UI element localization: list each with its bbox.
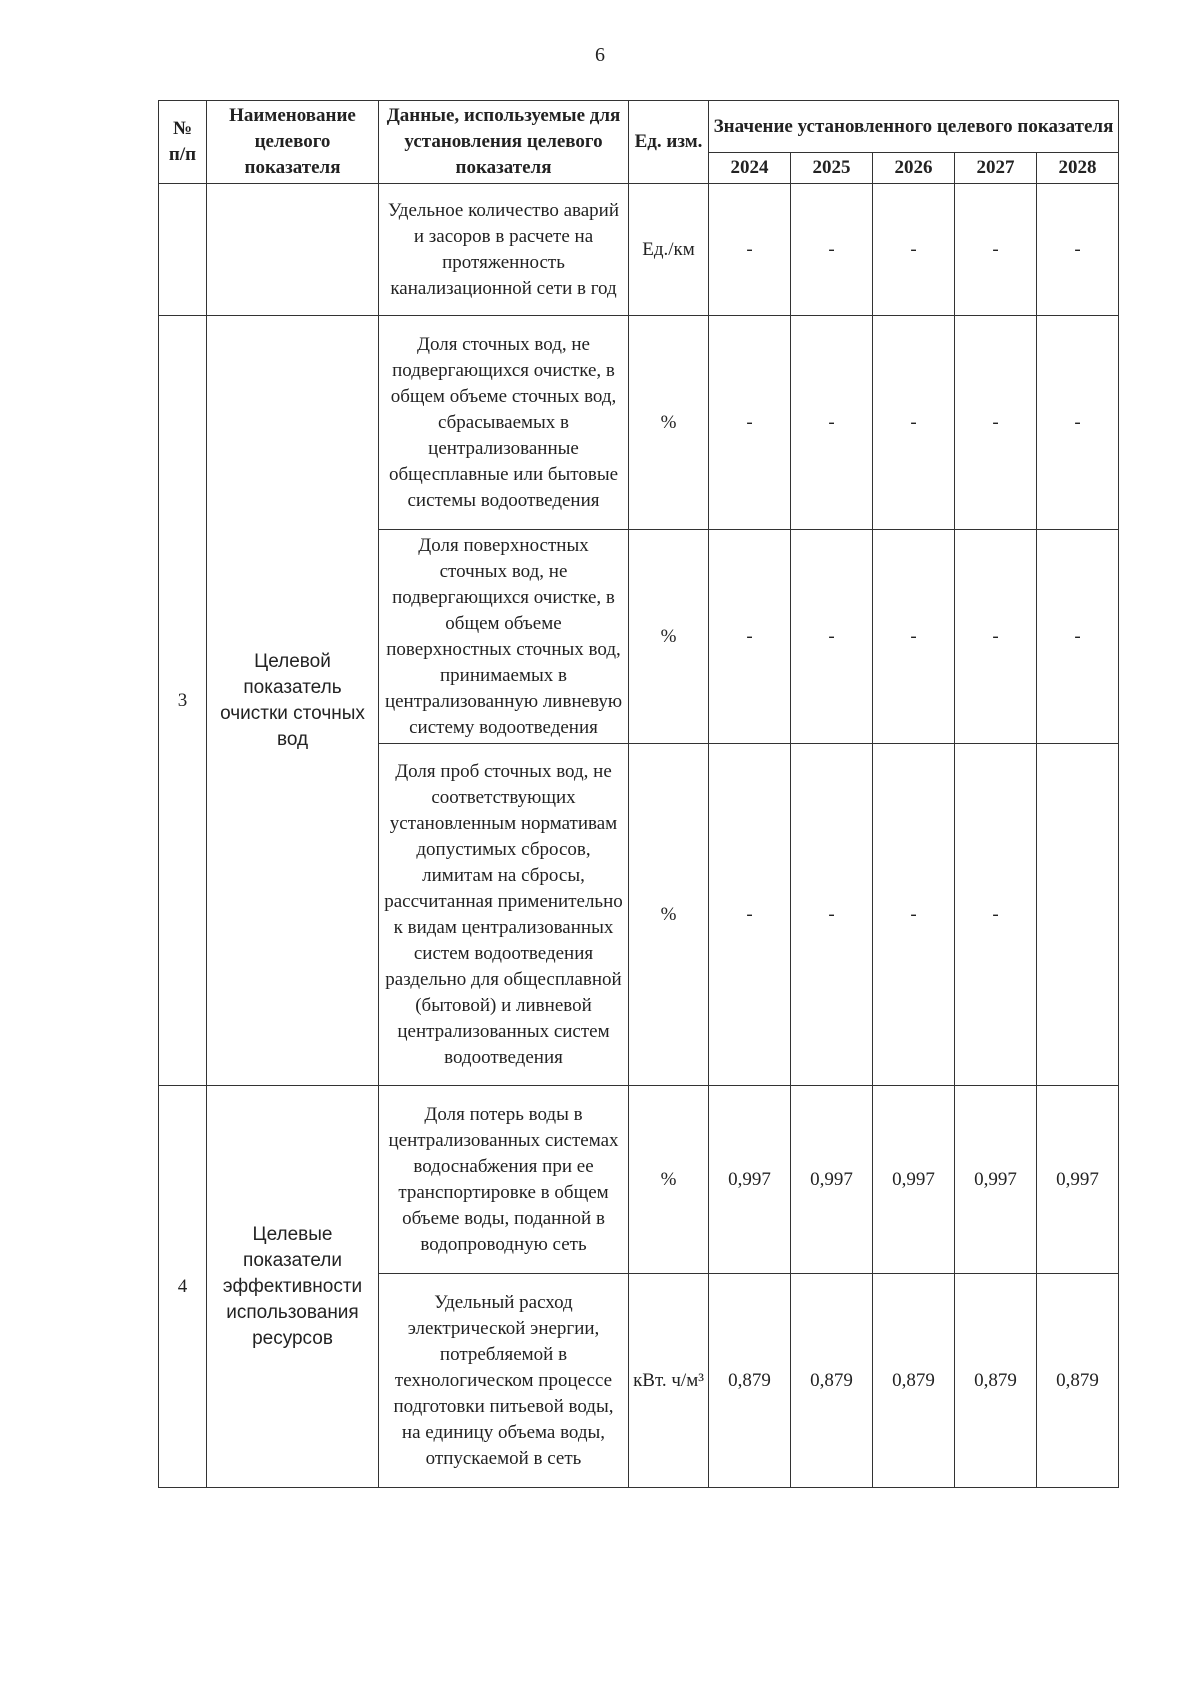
header-unit: Ед. изм.	[629, 101, 709, 184]
header-year-2024: 2024	[709, 153, 791, 184]
value-cell: -	[873, 744, 955, 1086]
description-cell: Удельное количество аварий и засоров в расчете на протяженность канализационной сети в год	[379, 184, 629, 316]
value-cell: 0,997	[709, 1086, 791, 1274]
unit-cell: Ед./км	[629, 184, 709, 316]
description-cell: Доля поверхностных сточных вод, не подвергающихся очистке, в общем объеме поверхностных сточных вод, принимаемых в централизованную ливневую систему водоотведения	[379, 530, 629, 744]
page-number: 6	[595, 44, 605, 66]
value-cell: -	[1037, 184, 1119, 316]
description-cell: Удельный расход электрической энергии, потребляемой в технологическом процессе подготовки питьевой воды, на единицу объема воды, отпускаемой в сеть	[379, 1274, 629, 1488]
table-row	[159, 316, 1119, 530]
table-row	[159, 1086, 1119, 1274]
value-cell: -	[873, 530, 955, 744]
value-cell: -	[955, 530, 1037, 744]
value-cell: 0,879	[791, 1274, 873, 1488]
unit-cell: %	[629, 1086, 709, 1274]
value-cell: -	[791, 184, 873, 316]
group-name: Целевые показатели эффективности использования ресурсов	[207, 1086, 379, 1488]
header-num: № п/п	[159, 101, 207, 184]
value-cell: 0,879	[1037, 1274, 1119, 1488]
header-year-2026: 2026	[873, 153, 955, 184]
description-cell: Доля проб сточных вод, не соответствующих установленным нормативам допустимых сбросов, лимитам на сбросы, рассчитанная применительно к видам централизованных систем водоотведения раздельно для общесплавной (бытовой) и ливневой централизованных систем водоотведения	[379, 744, 629, 1086]
target-indicators-table	[158, 100, 1119, 1488]
unit-cell: %	[629, 530, 709, 744]
value-cell: -	[709, 184, 791, 316]
description-cell: Доля сточных вод, не подвергающихся очистке, в общем объеме сточных вод, сбрасываемых в централизованные общесплавные или бытовые системы водоотведения	[379, 316, 629, 530]
value-cell: -	[791, 744, 873, 1086]
value-cell: 0,879	[709, 1274, 791, 1488]
value-cell: 0,997	[791, 1086, 873, 1274]
value-cell: -	[791, 530, 873, 744]
header-year-2028: 2028	[1037, 153, 1119, 184]
value-cell: -	[955, 744, 1037, 1086]
header-value-group: Значение установленного целевого показателя	[709, 101, 1119, 153]
table-row	[159, 184, 1119, 316]
group-number: 3	[159, 316, 207, 1086]
value-cell	[1037, 744, 1119, 1086]
num-cell-empty	[159, 184, 207, 316]
value-cell: -	[955, 316, 1037, 530]
value-cell: -	[873, 184, 955, 316]
value-cell: -	[709, 316, 791, 530]
header-row-top	[159, 101, 1119, 153]
value-cell: -	[873, 316, 955, 530]
value-cell: -	[955, 184, 1037, 316]
value-cell: 0,997	[873, 1086, 955, 1274]
unit-cell: кВт. ч/м³	[629, 1274, 709, 1488]
header-data: Данные, используемые для установления целевого показателя	[379, 101, 629, 184]
value-cell: -	[1037, 530, 1119, 744]
value-cell: 0,879	[873, 1274, 955, 1488]
group-number: 4	[159, 1086, 207, 1488]
unit-cell: %	[629, 744, 709, 1086]
value-cell: 0,997	[955, 1086, 1037, 1274]
header-year-2025: 2025	[791, 153, 873, 184]
group-name: Целевой показатель очистки сточных вод	[207, 316, 379, 1086]
value-cell: -	[791, 316, 873, 530]
unit-cell: %	[629, 316, 709, 530]
description-cell: Доля потерь воды в централизованных системах водоснабжения при ее транспортировке в общем объеме воды, поданной в водопроводную сеть	[379, 1086, 629, 1274]
name-cell-empty	[207, 184, 379, 316]
value-cell: -	[709, 744, 791, 1086]
header-year-2027: 2027	[955, 153, 1037, 184]
value-cell: 0,997	[1037, 1086, 1119, 1274]
value-cell: -	[1037, 316, 1119, 530]
value-cell: -	[709, 530, 791, 744]
value-cell: 0,879	[955, 1274, 1037, 1488]
header-name: Наименование целевого показателя	[207, 101, 379, 184]
